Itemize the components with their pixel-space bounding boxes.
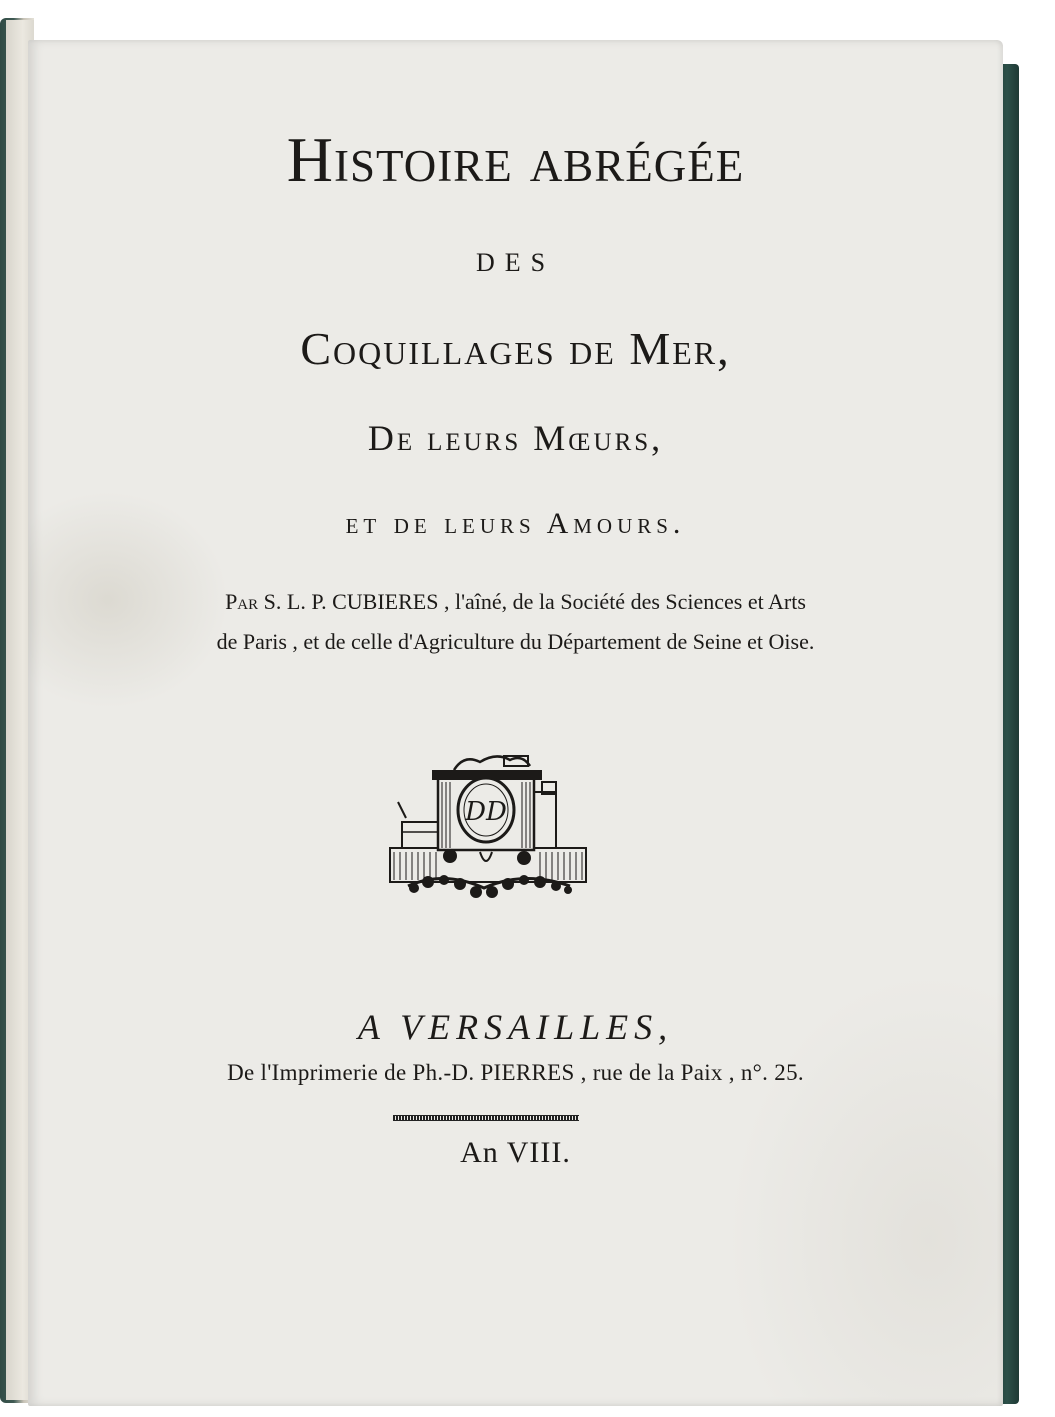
imprint-printer-line: De l'Imprimerie de Ph.-D. PIERRES , rue de la Paix , n°. 25. bbox=[227, 1060, 804, 1085]
title-line-4: De leurs Mœurs, bbox=[367, 418, 664, 458]
author-line-1 bbox=[28, 588, 1003, 617]
imprint-place: A VERSAILLES, bbox=[357, 1007, 674, 1047]
title-line-2: DES bbox=[475, 248, 556, 277]
title-page bbox=[28, 40, 1003, 1406]
decorative-rule bbox=[393, 1115, 579, 1121]
title-line-5: et de leurs Amours. bbox=[345, 507, 686, 540]
author-line-2: de Paris , et de celle d'Agriculture du Département de Seine et Oise. bbox=[216, 629, 815, 654]
printer-vignette-ornament bbox=[384, 752, 592, 912]
title-line-1: Histoire abrégée bbox=[286, 124, 745, 195]
author-line-1-text: S. L. P. CUBIERES , l'aîné, de la Société des Sciences et Arts bbox=[258, 589, 806, 614]
imprint-date: An VIII. bbox=[460, 1136, 571, 1169]
monogram-text: DD bbox=[465, 797, 507, 827]
title-line-3: Coquillages de Mer, bbox=[300, 323, 731, 374]
author-prefix: Par bbox=[225, 589, 259, 614]
